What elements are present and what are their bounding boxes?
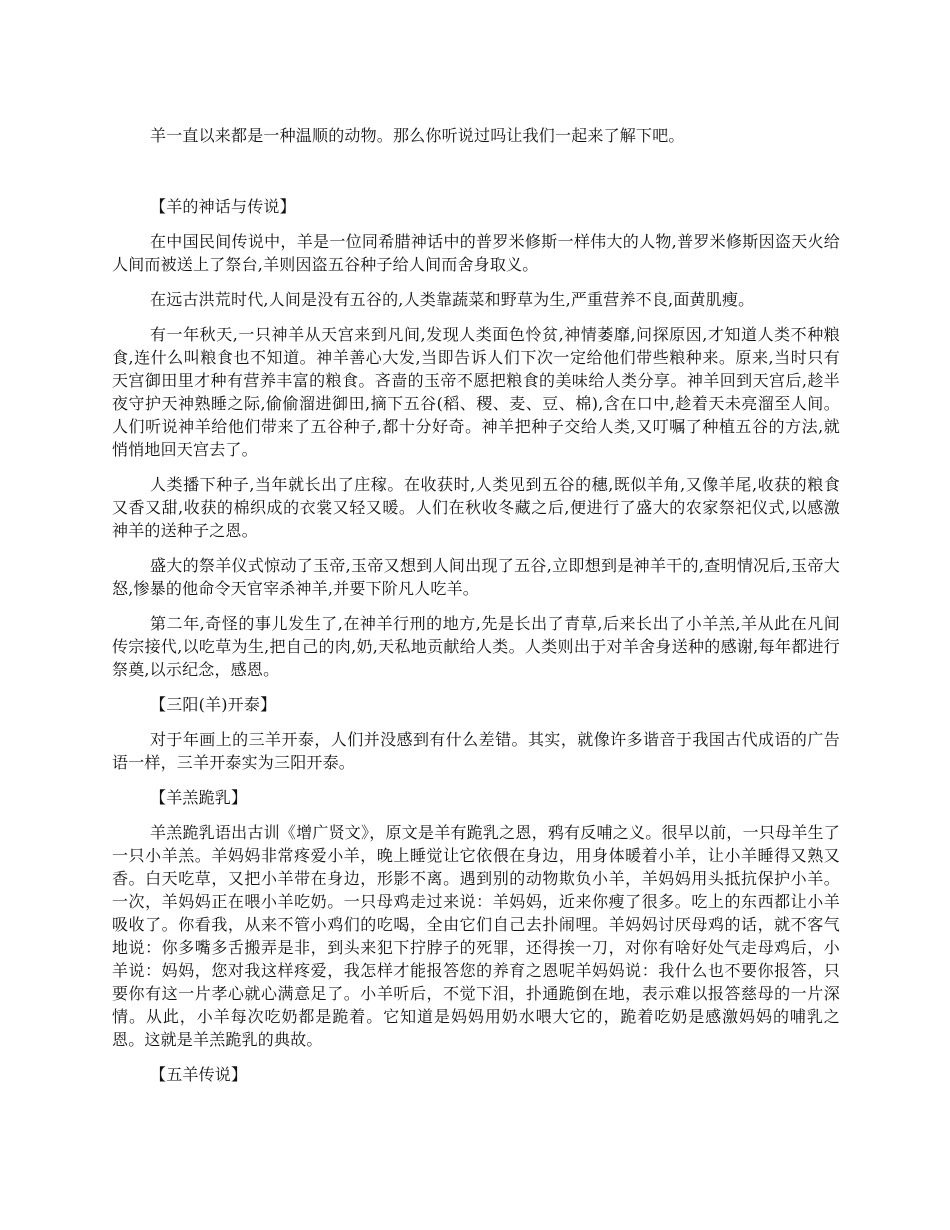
body-paragraph: 盛大的祭羊仪式惊动了玉帝,玉帝又想到人间出现了五谷,立即想到是神羊干的,查明情况后,玉帝大怒,惨暴的他命令天官宰杀神羊,并要下阶凡人吃羊。 (112, 556, 840, 598)
body-paragraph: 在中国民间传说中，羊是一位同希腊神话中的普罗米修斯一样伟大的人物,普罗米修斯因盗天火给人间而被送上了祭台,羊则因盗五谷种子给人间而舍身取义。 (112, 232, 840, 274)
intro-paragraph: 羊一直以来都是一种温顺的动物。那么你听说过吗让我们一起来了解下吧。 (150, 126, 685, 145)
section-heading: 【五羊传说】 (150, 1065, 248, 1084)
body-paragraph: 对于年画上的三羊开泰，人们并没感到有什么差错。其实，就像许多谐音于我国古代成语的广告语一样，三羊开泰实为三阳开泰。 (112, 730, 840, 772)
section-five-rams (112, 1063, 840, 1086)
body-paragraph: 人类播下种子,当年就长出了庄稼。在收获时,人类见到五谷的穗,既似羊角,又像羊尾,收获的粮食又香又甜,收获的棉织成的衣裳又轻又暖。人们在秋收冬藏之后,便进行了盛大的农家祭祀仪式,以感激神羊的送种子之恩。 (112, 475, 840, 540)
section-heading: 【羊羔跪乳】 (150, 788, 248, 807)
section-myth-legend (112, 195, 840, 681)
body-paragraph: 有一年秋天,一只神羊从天宫来到凡间,发现人类面色怜贫,神情萎靡,问探原因,才知道人类不种粮食,连什么叫粮食也不知道。神羊善心大发,当即告诉人们下次一定给他们带些粮种来。原来,当时只有天宫御田里才种有营养丰富的粮食。吝啬的玉帝不愿把粮食的美味给人类分享。神羊回到天宫后,趁半夜守护天神熟睡之际,偷偷溜进御田,摘下五谷(稻、稷、麦、豆、棉),含在口中,趁着天未亮溜至人间。人们听说神羊给他们带来了五谷种子,都十分好奇。神羊把种子交给人类,又叮嘱了种植五谷的方法,就悄悄地回天宫去了。 (112, 325, 840, 459)
section-san-yang-kai-tai (112, 693, 840, 774)
body-paragraph: 第二年,奇怪的事儿发生了,在神羊行刑的地方,先是长出了青草,后来长出了小羊羔,羊从此在凡间传宗接代,以吃草为生,把自己的肉,奶,天私地贡献给人类。人类则出于对羊舍身送种的感谢,每年都进行祭奠,以示纪念，感恩。 (112, 614, 840, 679)
section-lamb-kneeling (112, 786, 840, 1051)
section-heading: 【羊的神话与传说】 (150, 197, 296, 216)
section-heading: 【三阳(羊)开泰】 (150, 695, 277, 714)
body-paragraph: 在远古洪荒时代,人间是没有五谷的,人类靠蔬菜和野草为生,严重营养不良,面黄肌瘦。 (150, 290, 755, 309)
body-paragraph: 羊羔跪乳语出古训《增广贤文》，原文是羊有跪乳之恩，鸦有反哺之义。很早以前，一只母羊生了一只小羊羔。羊妈妈非常疼爱小羊，晚上睡觉让它依偎在身边，用身体暖着小羊，让小羊睡得又熟又香。白天吃草，又把小羊带在身边，形影不离。遇到别的动物欺负小羊，羊妈妈用头抵抗保护小羊。一次，羊妈妈正在喂小羊吃奶。一只母鸡走过来说：羊妈妈，近来你瘦了很多。吃上的东西都让小羊吸收了。你看我，从来不管小鸡们的吃喝，全由它们自己去扑闹哩。羊妈妈讨厌母鸡的话，就不客气地说：你多嘴多舌搬弄是非，到头来犯下拧脖子的死罪，还得挨一刀，对你有啥好处气走母鸡后，小羊说：妈妈，您对我这样疼爱，我怎样才能报答您的养育之恩呢羊妈妈说：我什么也不要你报答，只要你有这一片孝心就心满意足了。小羊听后，不觉下泪，扑通跪倒在地，表示难以报答慈母的一片深情。从此，小羊每次吃奶都是跪着。它知道是妈妈用奶水喂大它的，跪着吃奶是感激妈妈的哺乳之恩。这就是羊羔跪乳的典故。 (112, 823, 840, 1049)
